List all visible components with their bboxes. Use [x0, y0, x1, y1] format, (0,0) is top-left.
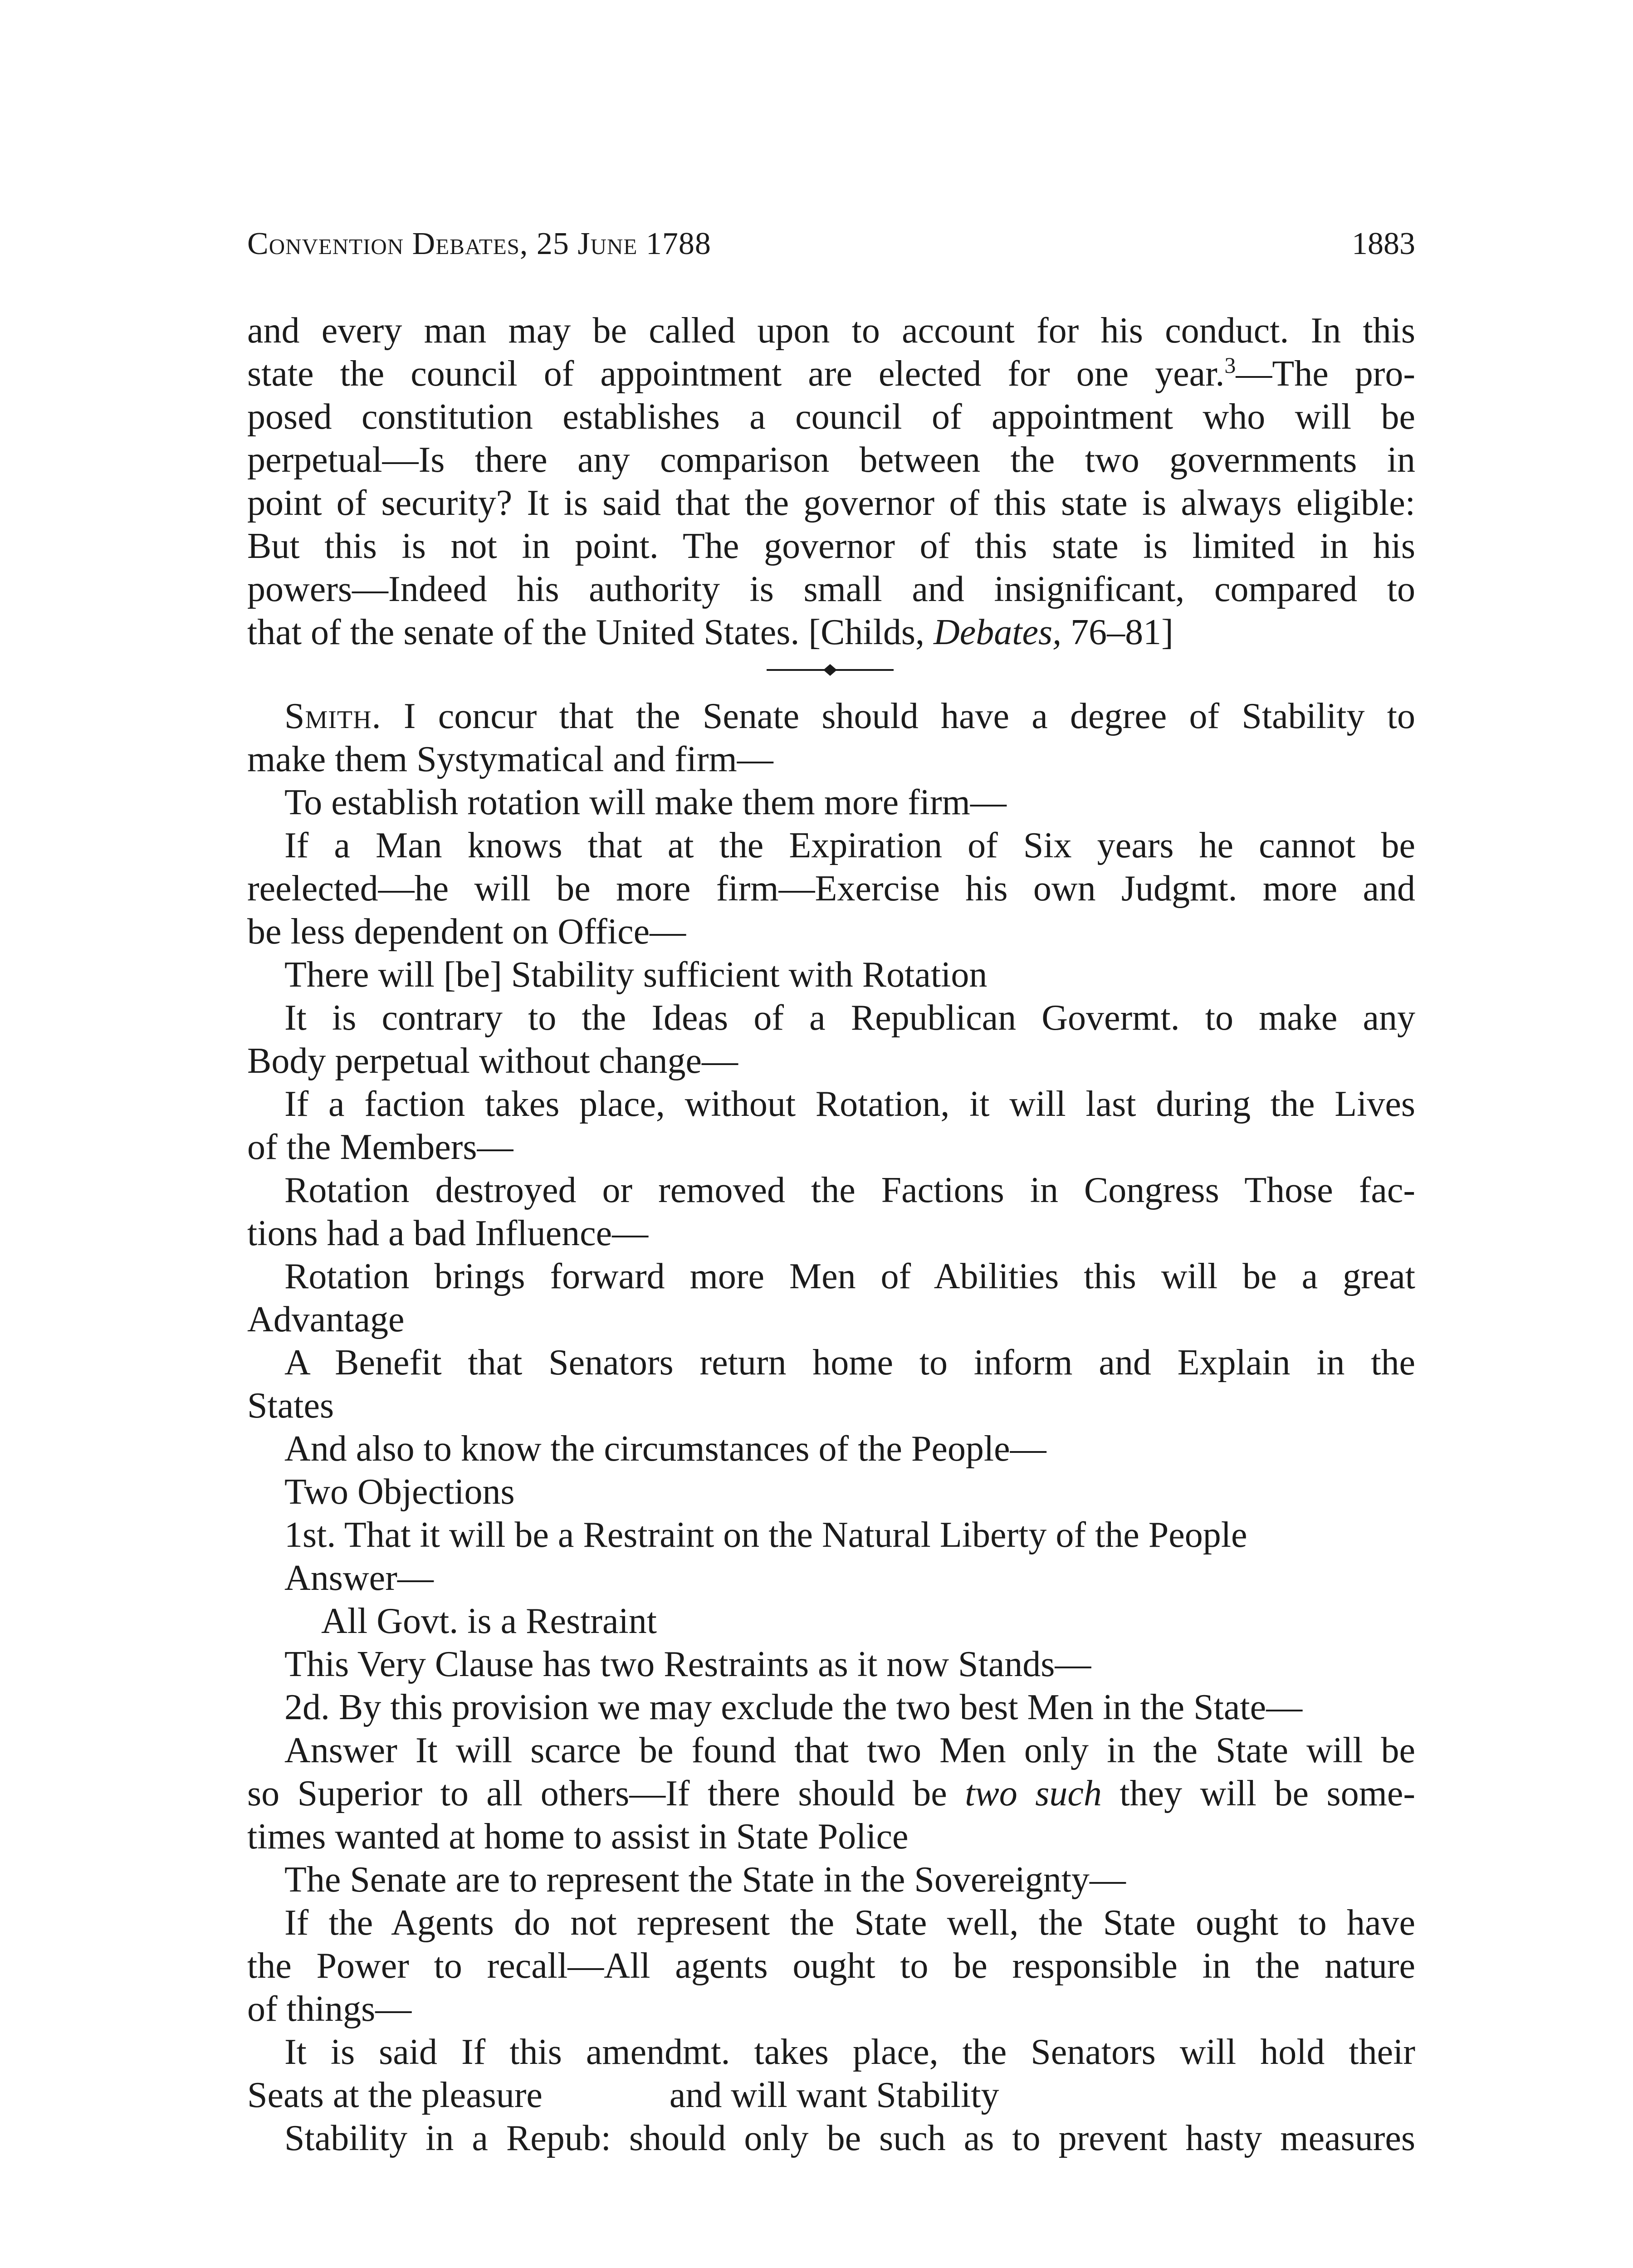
speaker-paragraph: Smith. I concur that the Senate should have a degree of Stability to — [284, 696, 1415, 736]
text-line: times wanted at home to assist in State Police — [247, 1817, 909, 1857]
text-line: Body perpetual without change— — [247, 1041, 738, 1081]
text-line: of things— — [247, 1989, 412, 2029]
text-line: and every man may be called upon to account for his conduct. In this — [247, 311, 1415, 351]
text-line: the Power to recall—All agents ought to be responsible in the nature — [247, 1946, 1415, 1986]
text-line: To establish rotation will make them more firm— — [284, 782, 1007, 822]
text-line: point of security? It is said that the governor of this state is always eligible: — [247, 483, 1415, 523]
text-line: of the Members— — [247, 1127, 513, 1167]
text-line: be less dependent on Office— — [247, 912, 686, 952]
section-divider-ornament — [767, 663, 894, 677]
speaker-name: Smith. — [284, 696, 381, 736]
text-line: tions had a bad Influence— — [247, 1213, 649, 1253]
text-line: A Benefit that Senators return home to inform and Explain in the — [284, 1343, 1415, 1383]
text-line: Rotation brings forward more Men of Abilities this will be a great — [284, 1256, 1415, 1296]
text-line: If a faction takes place, without Rotation, it will last during the Lives — [284, 1084, 1415, 1124]
text-line: States — [247, 1386, 334, 1426]
page-number: 1883 — [1352, 226, 1415, 261]
text-line: And also to know the circumstances of the People— — [284, 1429, 1046, 1469]
text-line: state the council of appointment are elected for one year.$^3$—The pro- — [247, 352, 1415, 394]
text-line: Stability in a Repub: should only be such as to prevent hasty measures — [284, 2118, 1415, 2158]
text-line: Seats at the pleasure and will want Stability — [247, 2075, 999, 2115]
text-line: There will [be] Stability sufficient with Rotation — [284, 955, 988, 995]
text-line: But this is not in point. The governor of this state is limited in his — [247, 526, 1415, 566]
text-line: so Superior to all others—If there should be two such they will be some- — [247, 1774, 1415, 1813]
text-line: Rotation destroyed or removed the Factions in Congress Those fac- — [284, 1170, 1415, 1210]
text-line: powers—Indeed his authority is small and insignificant, compared to — [247, 569, 1415, 609]
text-line: If the Agents do not represent the State well, the State ought to have — [284, 1903, 1415, 1943]
page-header — [247, 221, 1415, 267]
text-line: Answer— — [284, 1558, 434, 1598]
text-line: perpetual—Is there any comparison between the two governments in — [247, 440, 1415, 480]
text-line: The Senate are to represent the State in the Sovereignty— — [284, 1860, 1126, 1900]
text-line: reelected—he will be more firm—Exercise his own Judgmt. more and — [247, 869, 1415, 909]
source-title: Debates, — [934, 612, 1062, 652]
footnote-marker: 3 — [1224, 352, 1236, 378]
text-line: Answer It will scarce be found that two Men only in the State will be — [284, 1730, 1415, 1770]
text-line: posed constitution establishes a council of appointment who will be — [247, 397, 1415, 437]
running-head: Convention Debates, 25 June 1788 — [247, 226, 711, 261]
text-line: It is contrary to the Ideas of a Republican Govermt. to make any — [284, 998, 1415, 1038]
text-line: It is said If this amendmt. takes place, the Senators will hold their — [284, 2032, 1415, 2072]
text-line: 1st. That it will be a Restraint on the Natural Liberty of the People — [284, 1515, 1247, 1555]
text-line: Two Objections — [284, 1472, 515, 1512]
text-line: make them Systymatical and firm— — [247, 739, 773, 779]
text-line: This Very Clause has two Restraints as it now Stands— — [284, 1644, 1091, 1684]
text-line: If a Man knows that at the Expiration of Six years he cannot be — [284, 826, 1415, 865]
text-line: Advantage — [247, 1300, 405, 1339]
text-line: 2d. By this provision we may exclude the two best Men in the State— — [284, 1687, 1303, 1727]
text-line: that of the senate of the United States. [Childs, Debates, 76–81] — [247, 612, 1173, 652]
text-line: All Govt. is a Restraint — [321, 1601, 657, 1641]
emphasis-text: two such — [965, 1774, 1102, 1813]
